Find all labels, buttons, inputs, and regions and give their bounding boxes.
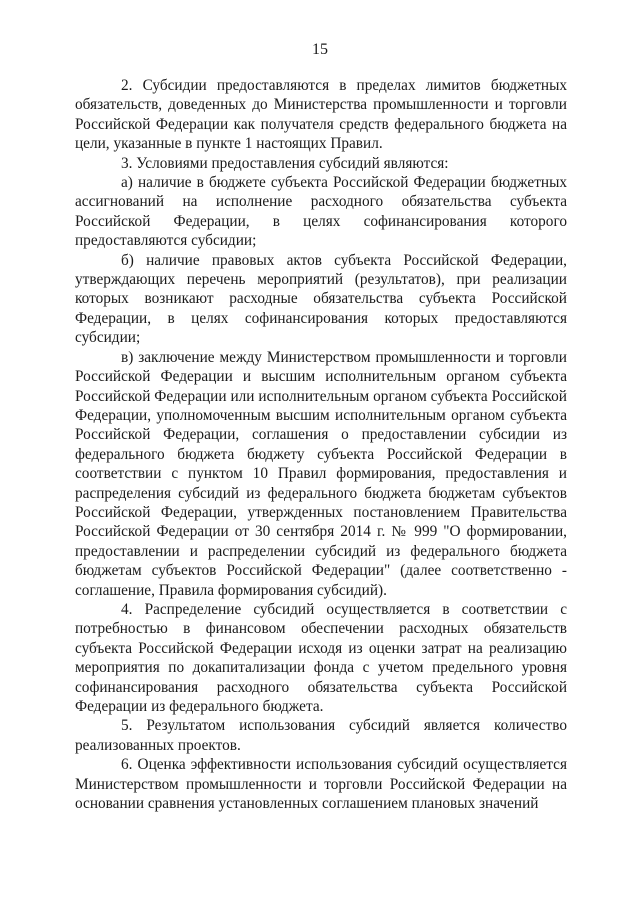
paragraph-3a-budget-allocations: а) наличие в бюджете субъекта Российской Федерации бюджетных ассигнований на исполнение расходного обязательства субъекта Российской Федерации, в целях софинансирования которого предоставляются субсидии; (75, 174, 567, 250)
paragraph-4-distribution: 4. Распределение субсидий осуществляется в соответствии с потребностью в финансовом обеспечении расходных обязательств субъекта Российской Федерации исходя из оценки затрат на реализацию мероприятия по докапитализации фонда с учетом предельного уровня софинансирования расходного обязательства субъекта Российской Федерации из федерального бюджета. (75, 600, 567, 715)
paragraph-3b-legal-acts: б) наличие правовых актов субъекта Российской Федерации, утверждающих перечень мероприятий (результатов), при реализации которых возникают расходные обязательства субъекта Российской Федерации, в целях софинансирования которых предоставляются субсидии; (75, 251, 567, 347)
page-number: 15 (312, 41, 328, 58)
paragraph-6-efficiency: 6. Оценка эффективности использования субсидий осуществляется Министерством промышленности и торговли Российской Федерации на основании сравнения установленных соглашением плановых значений (75, 756, 567, 813)
paragraph-3-conditions: 3. Условиями предоставления субсидий являются: (121, 154, 449, 172)
document-body (75, 76, 567, 813)
paragraph-3c-agreement: в) заключение между Министерством промышленности и торговли Российской Федерации и высшим исполнительным органом субъекта Российской Федерации или исполнительным органом субъекта Российской Федерации, уполномоченным высшим исполнительным органом субъекта Российской Федерации, соглашения о предоставлении субсидии из федерального бюджета бюджету субъекта Российской Федерации в соответствии с пунктом 10 Правил формирования, предоставления и распределения субсидий из федерального бюджета бюджетам субъектов Российской Федерации, утвержденных постановлением Правительства Российской Федерации от 30 сентября 2014 г. № 999 "О формировании, предоставлении и распределении субсидий из федерального бюджета бюджетам субъектов Российской Федерации" (далее соответственно - соглашение, Правила формирования субсидий). (75, 348, 567, 599)
paragraph-5-result: 5. Результатом использования субсидий является количество реализованных проектов. (75, 717, 567, 754)
paragraph-2-subsidy-limits: 2. Субсидии предоставляются в пределах лимитов бюджетных обязательств, доведенных до Министерства промышленности и торговли Российской Федерации как получателя средств федерального бюджета на цели, указанные в пункте 1 настоящих Правил. (75, 77, 567, 153)
